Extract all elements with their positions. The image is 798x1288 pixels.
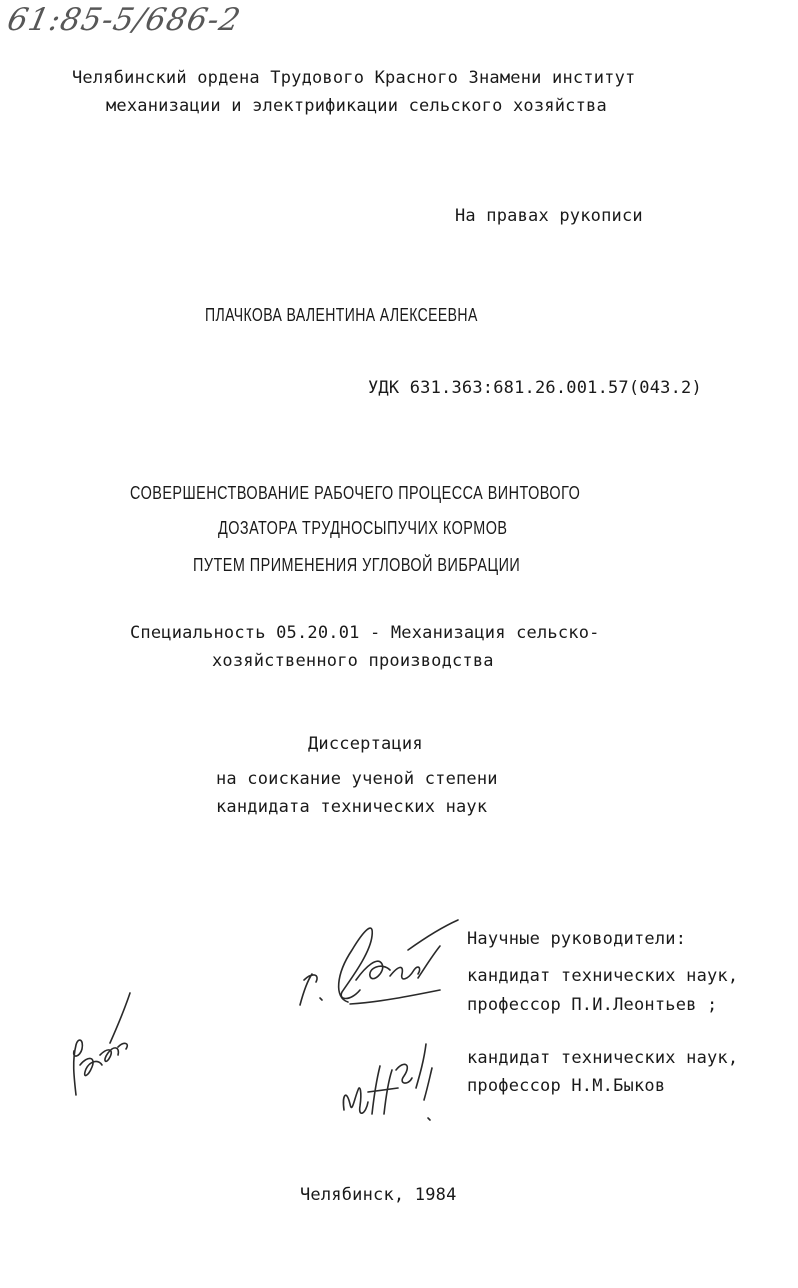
specialty-line-1: Специальность 05.20.01 - Механизация сельско- xyxy=(130,623,600,643)
title-line-1: СОВЕРШЕНСТВОВАНИЕ РАБОЧЕГО ПРОЦЕССА ВИНТОВОГО xyxy=(130,483,581,503)
udc-code: УДК 631.363:681.26.001.57(043.2) xyxy=(368,378,702,398)
degree-line-1: на соискание ученой степени xyxy=(216,769,498,789)
manuscript-rights: На правах рукописи xyxy=(455,206,643,226)
advisor-2-name: профессор Н.М.Быков xyxy=(467,1076,666,1096)
advisor-2-degree: кандидат технических наук, xyxy=(467,1048,739,1068)
degree-line-2: кандидата технических наук xyxy=(216,797,488,817)
signature-leontiev xyxy=(290,910,465,1020)
title-line-2: ДОЗАТОРА ТРУДНОСЫПУЧИХ КОРМОВ xyxy=(218,518,508,538)
city-year: Челябинск, 1984 xyxy=(300,1185,457,1205)
specialty-line-2: хозяйственного производства xyxy=(212,651,494,671)
advisors-heading: Научные руководители: xyxy=(467,929,687,949)
dissertation-label: Диссертация xyxy=(308,734,423,754)
advisor-1-degree: кандидат технических наук, xyxy=(467,966,739,986)
institute-line-2: механизации и электрификации сельского хозяйства xyxy=(106,96,607,116)
author-name: ПЛАЧКОВА ВАЛЕНТИНА АЛЕКСЕЕВНА xyxy=(205,305,478,325)
advisor-1-name: профессор П.И.Леонтьев ; xyxy=(467,995,718,1015)
title-line-3: ПУТЕМ ПРИМЕНЕНИЯ УГЛОВОЙ ВИБРАЦИИ xyxy=(193,555,521,575)
archive-mark: 61:85-5/686-2 xyxy=(4,2,245,38)
signature-bykov xyxy=(332,1030,442,1125)
margin-note-handwriting xyxy=(62,985,147,1105)
institute-line-1: Челябинский ордена Трудового Красного Знамени институт xyxy=(72,68,636,88)
